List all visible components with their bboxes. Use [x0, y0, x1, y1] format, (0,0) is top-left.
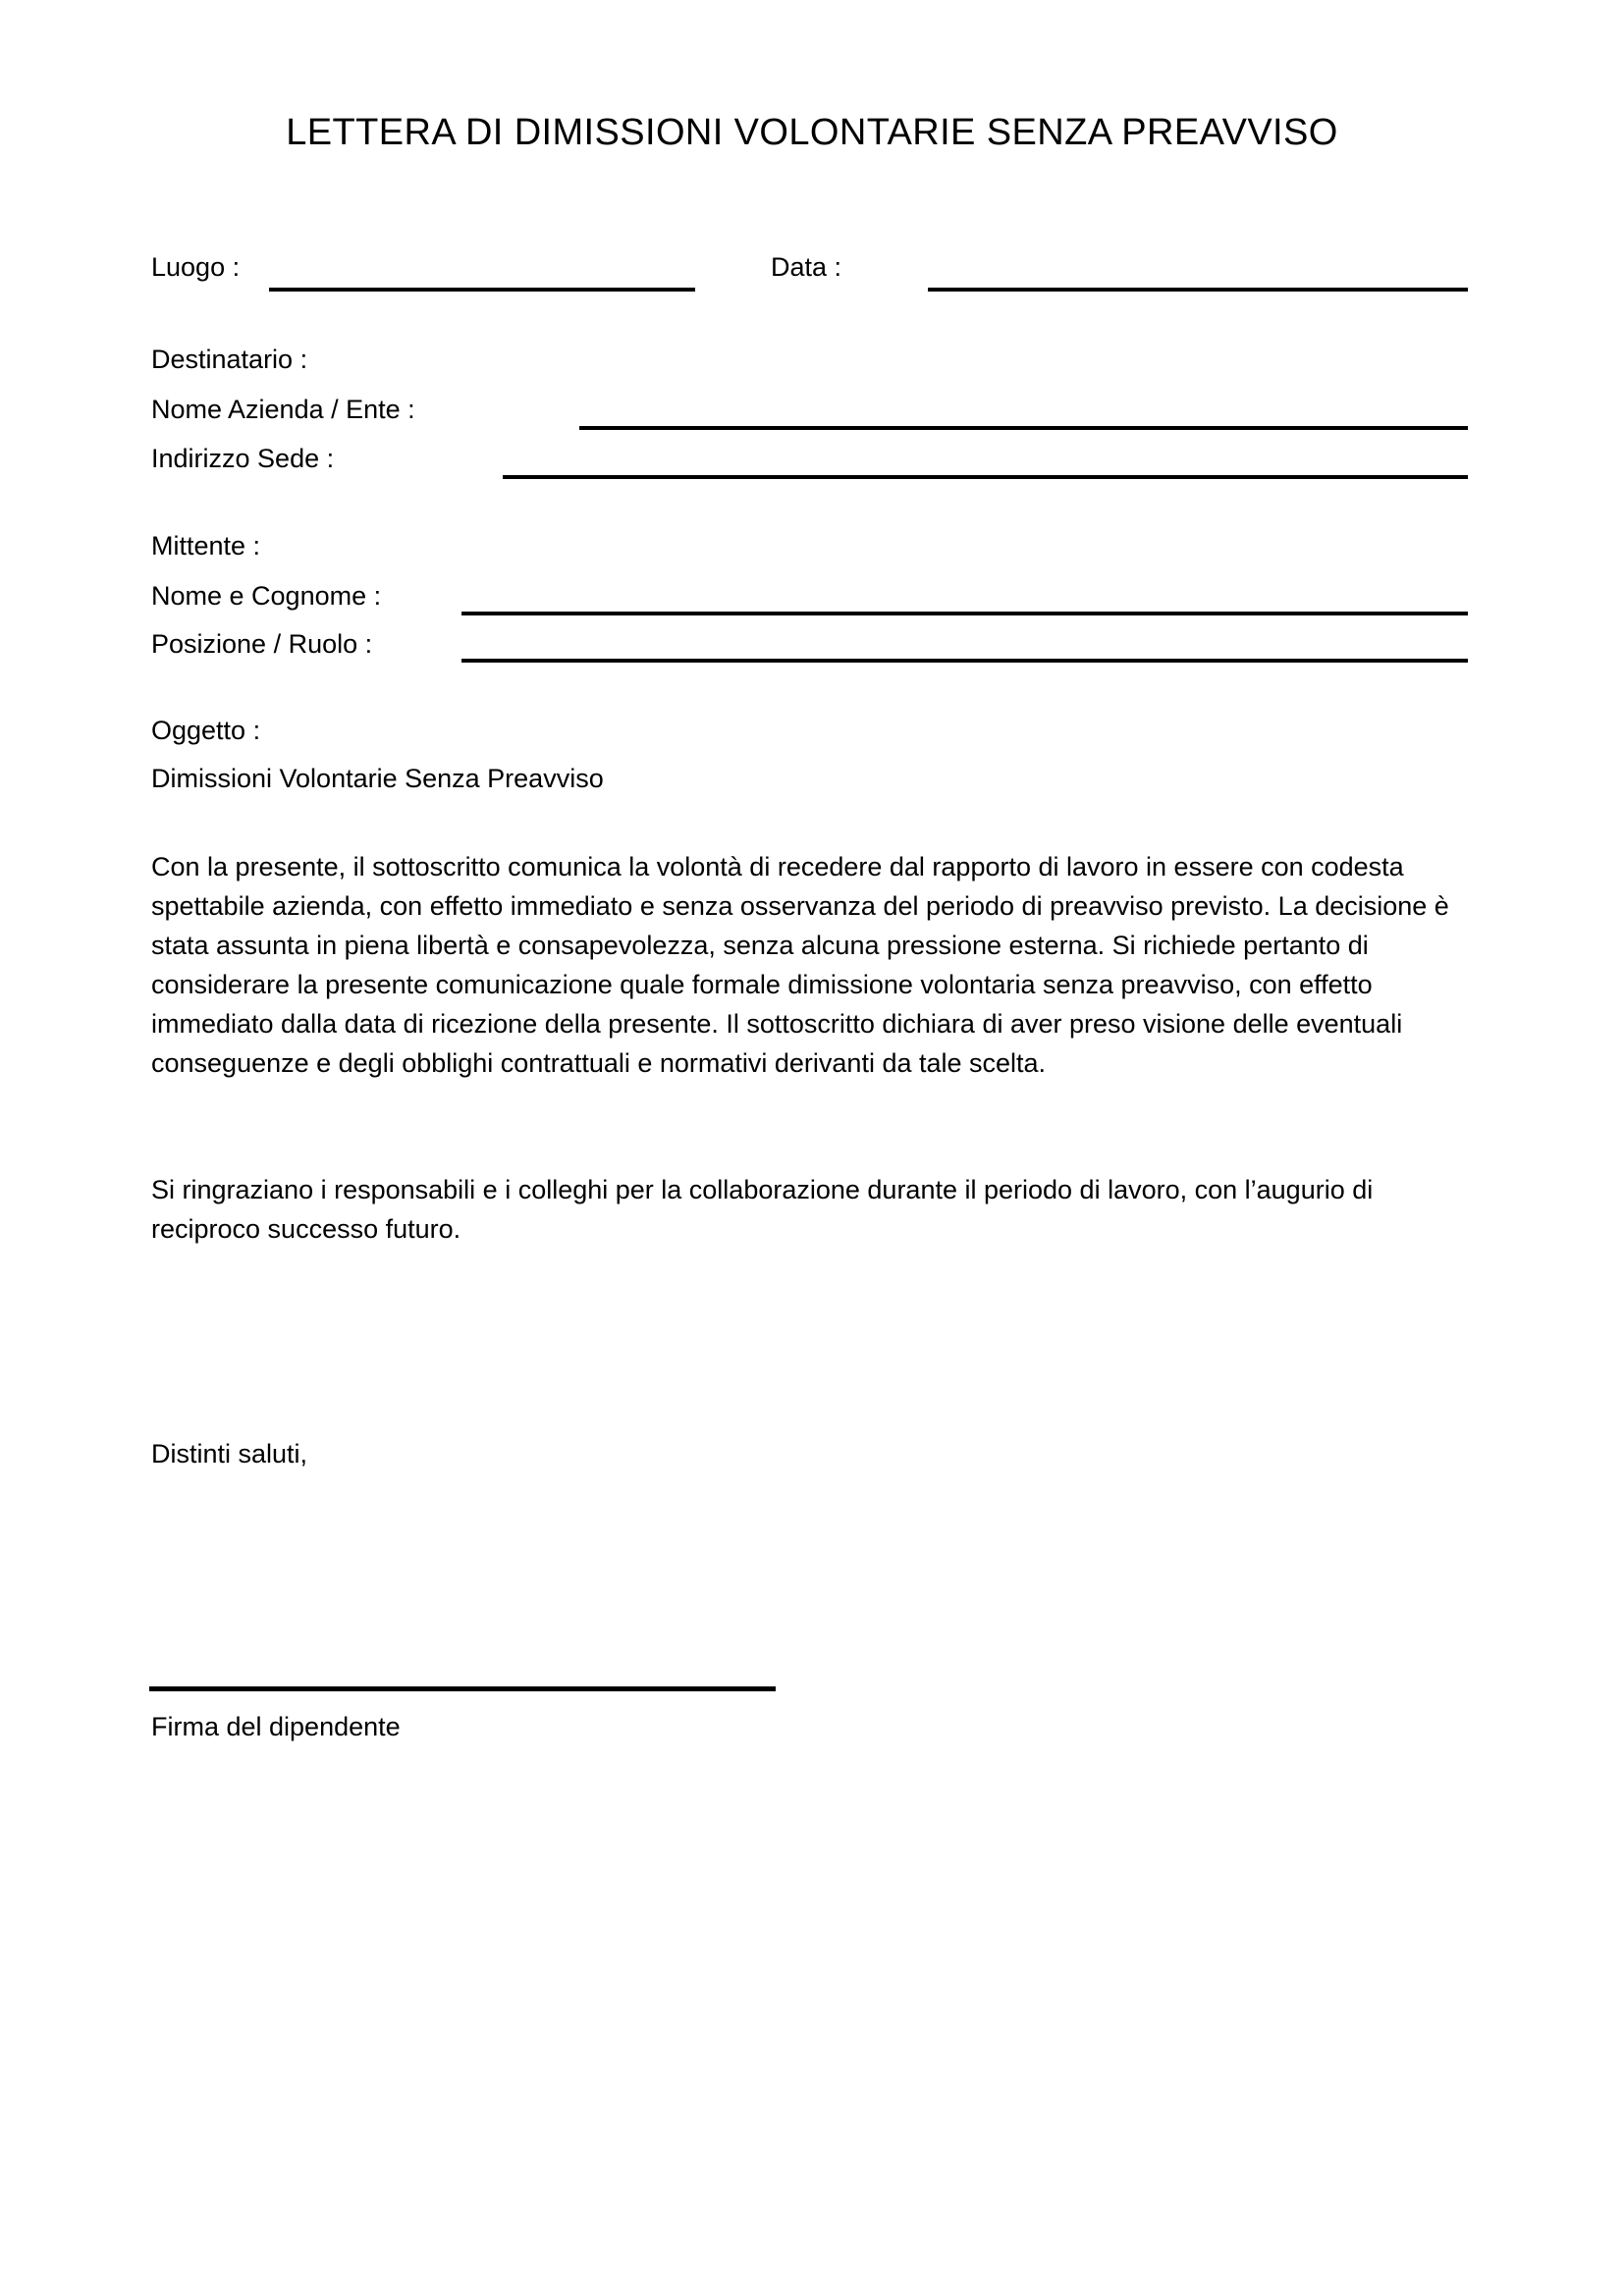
place-input-line[interactable] [269, 288, 695, 292]
sender-name-label: Nome e Cognome : [151, 581, 382, 611]
signature-input-line[interactable] [149, 1686, 776, 1691]
sender-role-input-line[interactable] [461, 659, 1468, 663]
place-label: Luogo : [151, 252, 241, 282]
body-paragraph-1: Con la presente, il sottoscritto comunica la volontà di recedere dal rapporto di lavoro in essere con codesta spettabile azienda, con effetto immediato e senza osservanza del periodo di preavviso previsto. La decisione è stata assunta in piena libertà e consapevolezza, senza alcuna pressione esterna. Si richiede pertanto di considerare la presente comunicazione quale formale dimissione volontaria senza preavviso, con effetto immediato dalla data di ricezione della presente. Il sottoscritto dichiara di aver preso visione delle eventuali conseguenze e degli obblighi contrattuali e normativi derivanti da tale scelta. [151, 852, 1449, 1078]
signature-label: Firma del dipendente [151, 1712, 401, 1741]
subject-label: Oggetto : [151, 716, 261, 745]
recipient-company-input-line[interactable] [579, 426, 1468, 430]
sender-section-label: Mittente : [151, 531, 261, 561]
sender-name-input-line[interactable] [461, 612, 1468, 615]
recipient-section-label: Destinatario : [151, 345, 308, 374]
date-input-line[interactable] [928, 288, 1468, 292]
page-title: LETTERA DI DIMISSIONI VOLONTARIE SENZA PREAVVISO [286, 112, 1338, 153]
recipient-company-label: Nome Azienda / Ente : [151, 395, 415, 424]
recipient-address-label: Indirizzo Sede : [151, 444, 335, 473]
date-label: Data : [771, 252, 842, 282]
body-paragraph-2: Si ringraziano i responsabili e i colleghi per la collaborazione durante il periodo di lavoro, con l’augurio di reciproco successo futuro. [151, 1175, 1374, 1244]
recipient-address-input-line[interactable] [503, 475, 1468, 479]
subject-value: Dimissioni Volontarie Senza Preavviso [151, 764, 604, 793]
sender-role-label: Posizione / Ruolo : [151, 629, 373, 659]
closing-salutation: Distinti saluti, [151, 1439, 308, 1468]
